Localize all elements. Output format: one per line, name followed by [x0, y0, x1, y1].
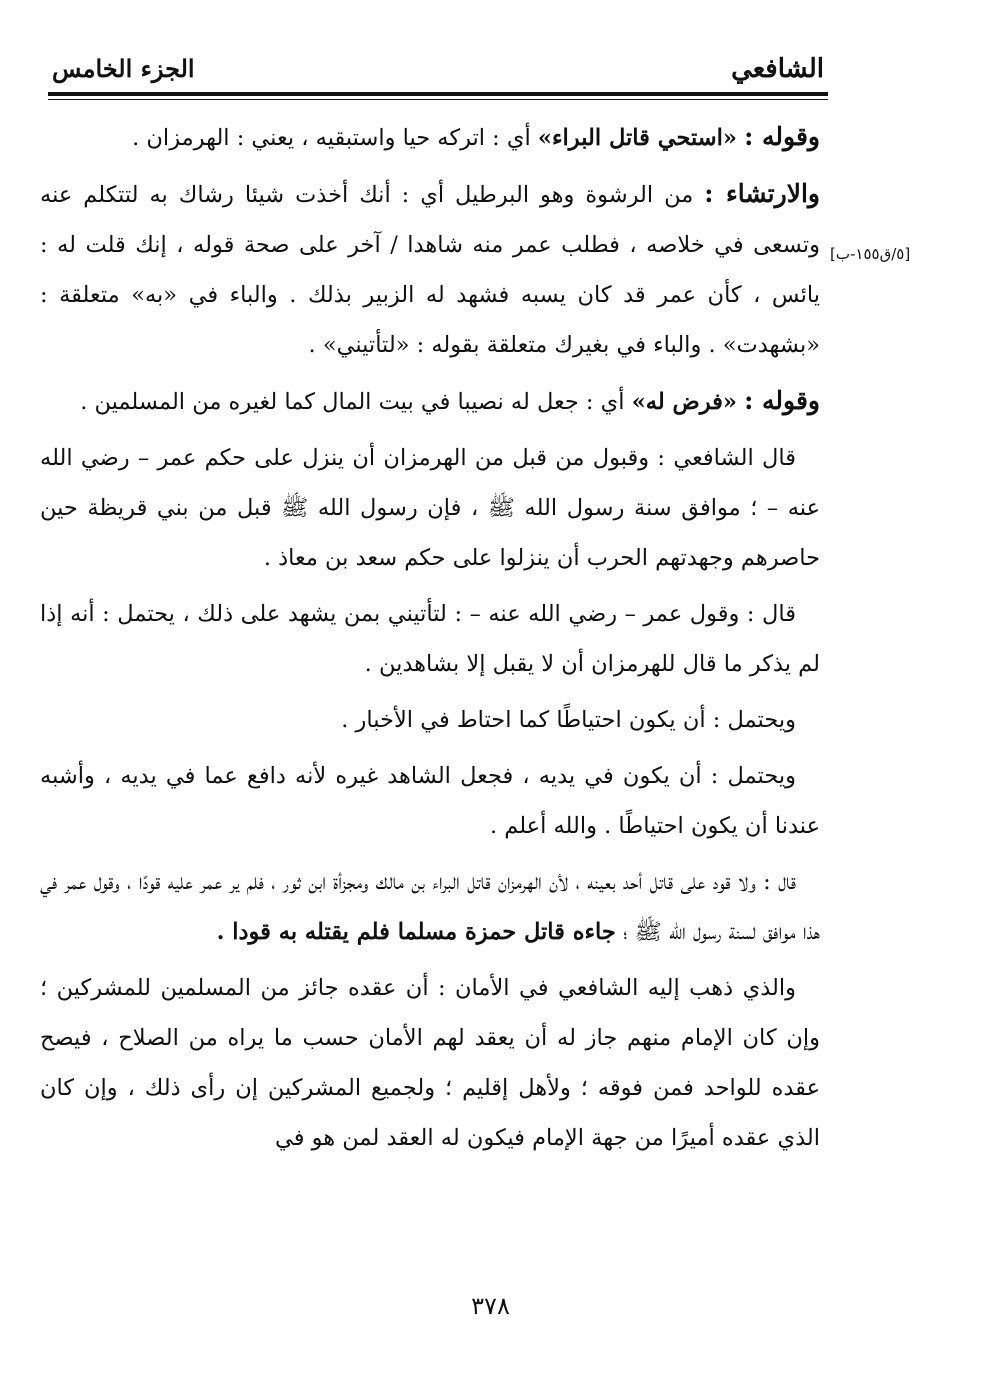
header-rule-thin [48, 99, 828, 100]
manuscript-folio-note: [٥/ق١٥٥-ب] [830, 245, 911, 263]
paragraph-text: قال : ولا قود على قاتل أحد بعينه ، لأن الهرمزان قاتل البراء بن مالك ومجزأة ابن ثور ، فلم ير عمر عليه قودًا ، وقول عمر في هذا موافق لسنة رسول الله ﷺ ؛ [40, 869, 820, 945]
paragraph-text: أي : جعل له نصيبا في بيت المال كما لغيره من المسلمين . [80, 389, 632, 415]
paragraph-lead: وقوله : [744, 386, 820, 415]
header-rule-thick [48, 92, 828, 96]
paragraph-text: قال : وقول عمر – رضي الله عنه – : لتأتيني بمن يشهد على ذلك ، يحتمل : أنه إذا لم يذكر ما قال للهرمزان أن لا يقبل إلا بشاهدين . [40, 601, 820, 677]
paragraph-6 [40, 695, 820, 745]
paragraph-3 [40, 376, 820, 427]
paragraph-text: أي : اتركه حيا واستبقيه ، يعني : الهرمزان . [132, 125, 538, 151]
paragraph-2 [40, 169, 820, 370]
paragraph-lead: والارتشاء : [704, 179, 820, 208]
body-text [40, 112, 820, 1169]
bold-phrase: جاءه قاتل حمزة مسلما فلم يقتله به قودا . [216, 919, 616, 945]
paragraph-text: قال الشافعي : وقبول من قبل من الهرمزان أن ينزل على حكم عمر – رضي الله عنه – ؛ موافق سنة رسول الله ﷺ ، فإن رسول الله ﷺ قبل من بني قريظة حين حاصرهم وجهدتهم الحرب أن ينزلوا على حكم سعد بن معاذ . [40, 445, 820, 571]
quoted-phrase: «استحي قاتل البراء» [537, 125, 737, 151]
part-title: الجزء الخامس [52, 54, 195, 83]
paragraph-text: ويحتمل : أن يكون احتياطًا كما احتاط في الأخبار . [341, 707, 796, 733]
paragraph-lead: وقوله : [744, 122, 820, 151]
paragraph-text: ويحتمل : أن يكون في يديه ، فجعل الشاهد غيره لأنه دافع عما في يديه ، وأشبه عندنا أن يكون احتياطًا . والله أعلم . [40, 763, 820, 839]
paragraph-8 [40, 857, 820, 957]
paragraph-5 [40, 589, 820, 689]
paragraph-9 [40, 963, 820, 1163]
page-number: ٣٧٨ [471, 1292, 510, 1320]
paragraph-text: والذي ذهب إليه الشافعي في الأمان : أن عقده جائز من المسلمين للمشركين ؛ وإن كان الإمام منهم جاز له أن يعقد لهم الأمان حسب ما يراه من الصلاح ، فيصح عقده للواحد فمن فوقه ؛ ولأهل إقليم ؛ ولجميع المشركين إن رأى ذلك ، وإن كان الذي عقده أميرًا من جهة الإمام فيكون له العقد لمن هو في [40, 975, 820, 1151]
running-header [48, 52, 828, 96]
book-title: الشافعي [731, 54, 824, 84]
paragraph-4 [40, 433, 820, 583]
paragraph-text: من الرشوة وهو البرطيل أي : أنك أخذت شيئا رشاك به لتتكلم عنه وتسعى في خلاصه ، فطلب عمر منه شاهدا / آخر على صحة قوله ، إنك قلت له : يائس ، كأن عمر قد كان يسبه فشهد له الزبير بذلك . والباء في «به» متعلقة : «بشهدت» . والباء في بغيرك متعلقة بقوله : «لتأتيني» . [40, 182, 820, 358]
paragraph-7 [40, 751, 820, 851]
quoted-phrase: «فرض له» [631, 389, 737, 415]
paragraph-1 [40, 112, 820, 163]
